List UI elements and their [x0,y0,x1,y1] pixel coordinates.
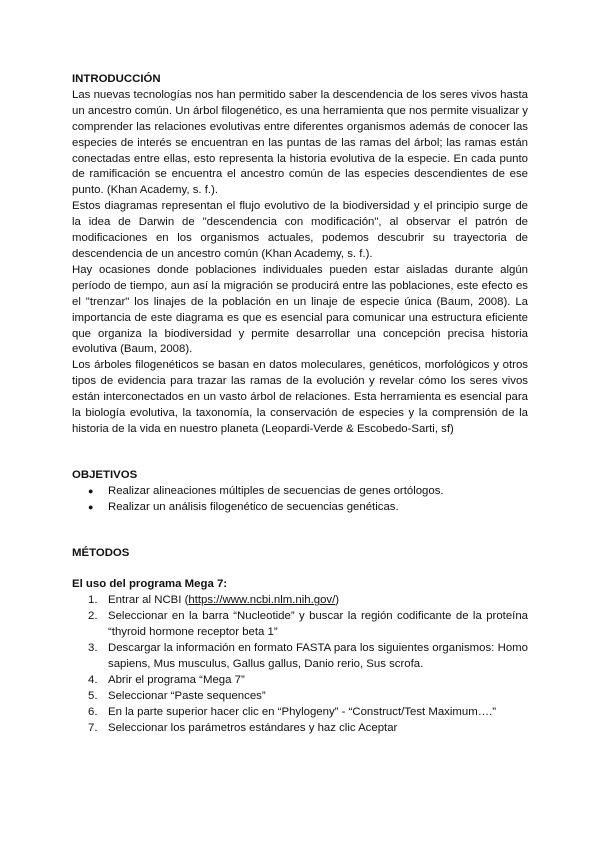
step-number: 4. [88,673,98,686]
introduction-heading: INTRODUCCIÓN [72,73,161,85]
list-item [72,593,528,609]
bullet-icon: ● [88,485,94,496]
list-item [72,641,528,673]
intro-paragraph-1: Las nuevas tecnologías nos han permitido saber la descendencia de los seres vivos hasta un ancestro común. Un árbol filogenético, es una herramienta que nos permite visualizar y comprender las relaciones evolutivas entre diferentes organismos además de conocer las especies de interés se encuentran en las puntas de las ramas del árbol; las ramas están conectadas entre ellas, esto representa la historia evolutiva de la especie. En cada punto de ramificación se encuentra el ancestro común de las especies descendientes de ese punto. (Khan Academy, s. f.). [72,88,528,197]
intro-paragraph-3: Hay ocasiones donde poblaciones individuales pueden estar aisladas durante algún período de tiempo, aun así la migración se producirá entre las poblaciones, este efecto es el "trenzar" los linajes de la población en un linaje de especie única (Baum, 2008). La importancia de este diagrama es que es esencial para comunicar una estructura eficiente que organiza la biodiversidad y permite desarrollar una concepción precisa historia evolutiva (Baum, 2008). [72,263,528,356]
list-item [72,705,528,721]
objective-text: Realizar un análisis filogenético de secuencias genéticas. [108,500,399,513]
step-number: 3. [88,642,98,655]
bullet-icon: ● [88,501,94,512]
step-text-suffix: ) [335,594,340,607]
intro-paragraph-4: Los árboles filogenéticos se basan en datos moleculares, genéticos, morfológicos y otros tipos de evidencia para trazar las ramas de la evolución y revelar cómo los seres vivos están interconectados en un vasto árbol de relaciones. Esta herramienta es esencial para la biología evolutiva, la taxonomía, la conservación de especies y la comprensión de la historia de la vida en nuestro planeta (Leopardi-Verde & Escobedo-Sarti, sf) [72,359,528,435]
list-item [72,500,528,516]
objectives-list [72,484,528,516]
document-page [72,72,528,737]
step-text: Seleccionar “Paste sequences” [108,689,266,702]
methods-section [72,546,528,737]
list-item [72,689,528,705]
list-item [72,721,528,737]
methods-steps-list [72,593,528,736]
step-number: 7. [88,721,98,734]
introduction-section [72,72,528,438]
step-text: Seleccionar en la barra “Nucleotide” y buscar la región codificante de la proteína “thyroid hormone receptor beta 1” [108,610,528,639]
step-number: 2. [88,610,98,623]
step-number: 6. [88,705,98,718]
objective-text: Realizar alineaciones múltiples de secuencias de genes ortólogos. [108,484,444,497]
objectives-heading: OBJETIVOS [72,468,138,481]
step-text: En la parte superior hacer clic en “Phylogeny” - “Construct/Test Maximum….” [108,705,497,718]
step-number: 5. [88,689,98,702]
step-text: Descargar la información en formato FASTA para los siguientes organismos: Homo sapiens, Mus musculus, Gallus gallus, Danio rerio, Sus scrofa. [108,642,528,670]
methods-heading: MÉTODOS [72,546,130,559]
step-text: Abrir el programa “Mega 7” [108,673,245,686]
methods-subheading: El uso del programa Mega 7: [72,578,228,591]
objectives-section [72,468,528,516]
intro-paragraph-2: Estos diagramas representan el flujo evolutivo de la biodiversidad y el principio surge de la idea de Darwin de "descendencia con modificación", al observar el patrón de modificaciones en los organismos actuales, podemos descubrir su trayectoria de descendencia de un ancestro común (Khan Academy, s. f.). [72,200,528,260]
step-text: Seleccionar los parámetros estándares y haz clic Aceptar [108,721,398,734]
step-number: 1. [88,594,98,607]
list-item [72,609,528,641]
list-item [72,484,528,500]
list-item [72,673,528,689]
ncbi-link[interactable]: https://www.ncbi.nlm.nih.gov/ [188,594,336,607]
step-text-prefix: Entrar al NCBI ( [108,594,189,607]
